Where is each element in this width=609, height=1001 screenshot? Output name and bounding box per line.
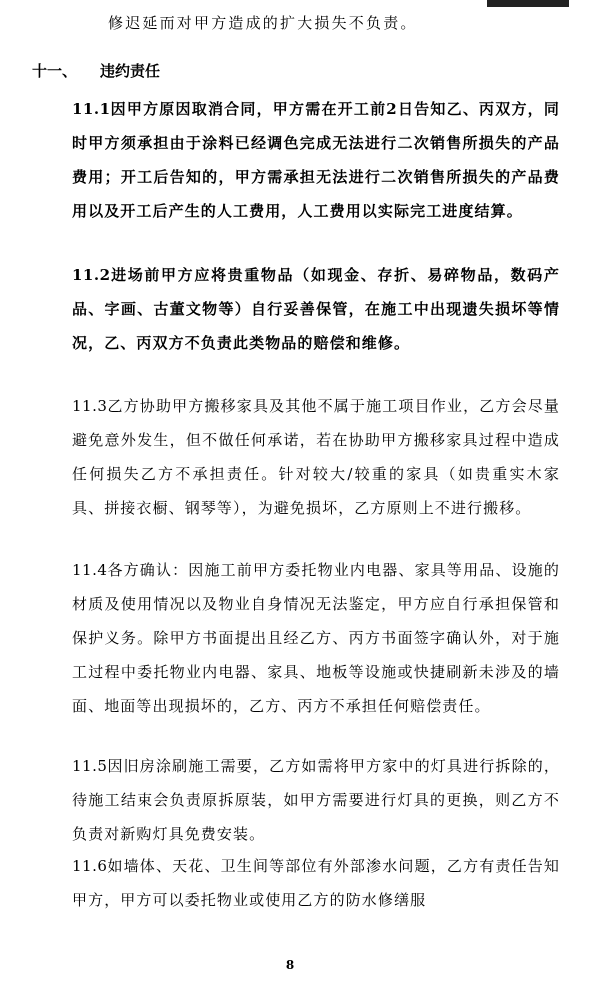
clause-11-5: [72, 749, 560, 851]
clause-number: 11.5: [72, 757, 108, 775]
section-heading: [32, 60, 160, 81]
clause-text: 因甲方原因取消合同，甲方需在开工前2日告知乙、丙双方，同时甲方须承担由于涂料已经调色完成无法进行二次销售所损失的产品费用；开工后告知的，甲方需承担无法进行二次销售所损失的产品费用以及开工后产生的人工费用，人工费用以实际完工进度结算。: [72, 100, 560, 220]
clause-text: 因旧房涂刷施工需要，乙方如需将甲方家中的灯具进行拆除的，待施工结束会负责原拆原装，如甲方需要进行灯具的更换，则乙方不负责对新购灯具免费安装。: [72, 757, 560, 843]
clause-number: 11.6: [72, 857, 108, 875]
clause-11-6: [72, 849, 560, 917]
clause-number: 11.2: [72, 266, 111, 284]
clause-text: 各方确认：因施工前甲方委托物业内电器、家具等用品、设施的材质及使用情况以及物业自身情况无法鉴定，甲方应自行承担保管和保护义务。除甲方书面提出且经乙方、丙方书面签字确认外，对于施工过程中委托物业内电器、家具、地板等设施或快捷刷新未涉及的墙面、地面等出现损坏的，乙方、丙方不承担任何赔偿责任。: [72, 561, 560, 715]
page-number: 8: [285, 958, 295, 972]
clause-text: 如墙体、天花、卫生间等部位有外部渗水问题，乙方有责任告知甲方，甲方可以委托物业或使用乙方的防水修缮服: [72, 857, 560, 909]
clause-number: 11.3: [72, 397, 108, 415]
clause-11-1: [72, 92, 560, 228]
clause-number: 11.4: [72, 561, 108, 579]
clause-text: 乙方协助甲方搬移家具及其他不属于施工项目作业，乙方会尽量避免意外发生，但不做任何承诺，若在协助甲方搬移家具过程中造成任何损失乙方不承担责任。针对较大/较重的家具（如贵重实木家具、拼接衣橱、钢琴等），为避免损坏，乙方原则上不进行搬移。: [72, 397, 560, 517]
continuation-text: 修迟延而对甲方造成的扩大损失不负责。: [108, 14, 418, 32]
clause-11-3: [72, 389, 560, 525]
section-title: 违约责任: [100, 62, 161, 80]
header-logo-fragment: [487, 0, 569, 7]
clause-number: 11.1: [72, 100, 111, 118]
clause-text: 进场前甲方应将贵重物品（如现金、存折、易碎物品，数码产品、字画、古董文物等）自行妥善保管，在施工中出现遗失损坏等情况，乙、丙双方不负责此类物品的赔偿和维修。: [72, 266, 560, 352]
section-number: 十一、: [32, 62, 78, 80]
clause-11-2: [72, 258, 560, 360]
clause-11-4: [72, 553, 560, 723]
